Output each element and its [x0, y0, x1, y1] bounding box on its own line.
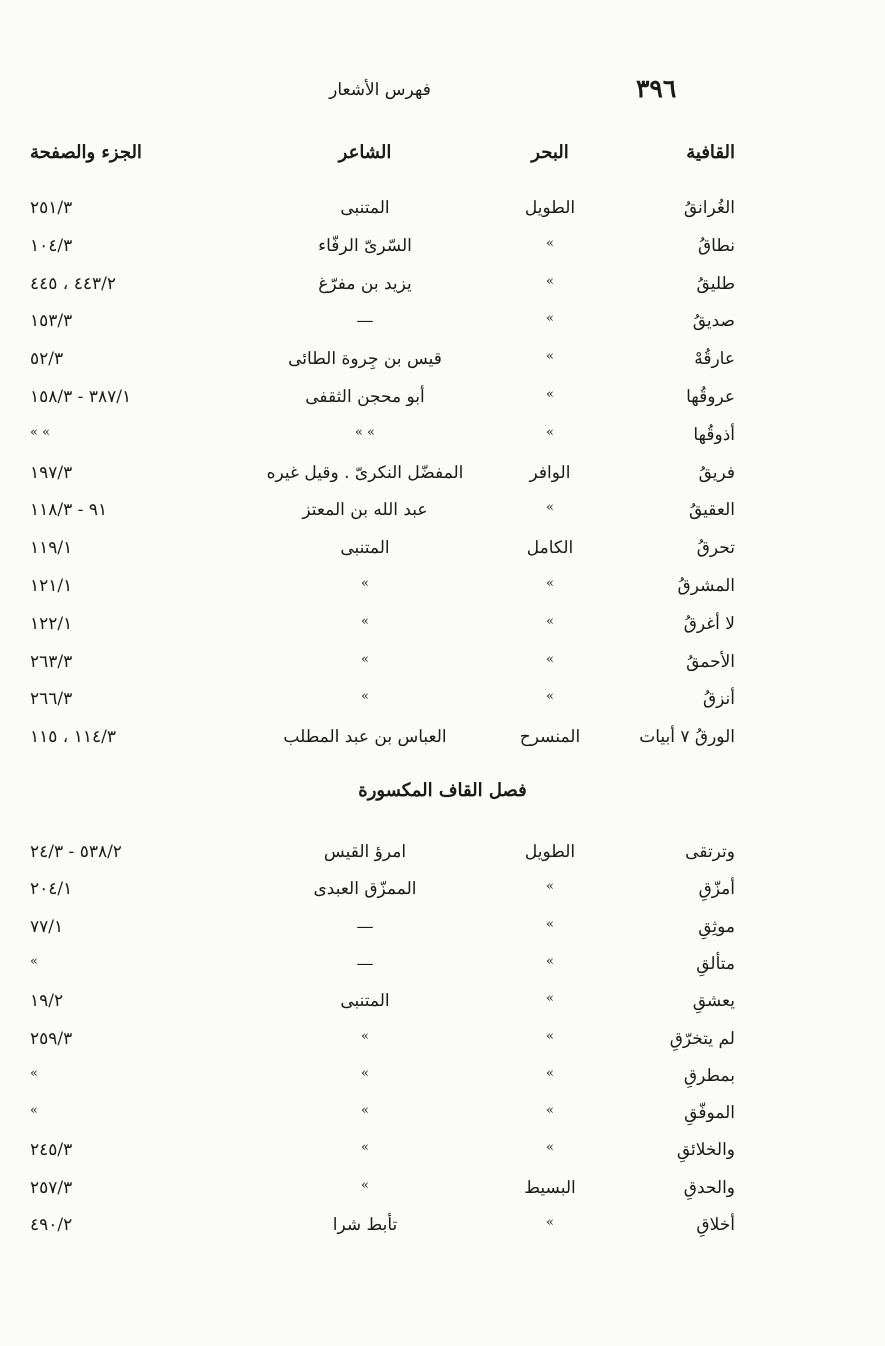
poet-cell: المتنبى — [340, 538, 390, 559]
rhyme-cell: نطاقُ — [697, 235, 735, 256]
poet-cell: » — [361, 1065, 369, 1081]
poet-cell: أبو محجن الثقفى — [305, 387, 425, 407]
meter-cell: » — [546, 273, 554, 289]
table-row — [0, 274, 885, 310]
rhyme-cell: لا أغرقُ — [683, 613, 735, 634]
meter-cell: الكامل — [526, 538, 574, 559]
rhyme-cell: الموفّقِ — [684, 1103, 735, 1124]
volume-page-cell: ٢٠٤/١ — [30, 879, 73, 900]
meter-cell: » — [546, 651, 554, 667]
table-row — [0, 917, 885, 953]
poet-cell: قيس بن جِروة الطائى — [288, 349, 442, 370]
table-row — [0, 689, 885, 725]
volume-page-cell: ٢٤٥/٣ — [30, 1140, 73, 1161]
volume-page-cell: ١٢٢/١ — [30, 613, 73, 634]
table-row — [0, 500, 885, 536]
column-header-volume-page: الجزء والصفحة — [30, 142, 142, 163]
poet-cell: » — [361, 1028, 369, 1044]
rhyme-cell: الغُرانقُ — [683, 198, 735, 218]
volume-page-cell: ٢٦٣/٣ — [30, 651, 73, 672]
rhyme-cell: الورقُ ٧ أبيات — [639, 727, 735, 748]
meter-cell: » — [546, 1065, 554, 1081]
rhyme-cell: أنزقُ — [702, 689, 735, 710]
table-row — [0, 576, 885, 612]
running-head — [0, 74, 885, 108]
table-row — [0, 1029, 885, 1065]
table-row — [0, 538, 885, 574]
poet-cell: يزيد بن مفرّغ — [318, 273, 412, 294]
meter-cell: الطويل — [524, 198, 576, 218]
rhyme-cell: أذوقُها — [693, 424, 735, 445]
rhyme-cell: والخلائقِ — [676, 1140, 735, 1161]
volume-page-cell: ١١٤/٣ ، ١١٥ — [30, 727, 116, 748]
rhyme-cell: عروقُها — [686, 387, 735, 407]
poet-cell: » — [361, 576, 369, 591]
volume-page-cell: ٢٥١/٣ — [30, 198, 73, 218]
table-row — [0, 1103, 885, 1139]
volume-page-cell: ٢٦٦/٣ — [30, 689, 73, 710]
table-row — [0, 991, 885, 1027]
rhyme-cell: المشرقُ — [677, 576, 735, 596]
meter-cell: » — [546, 879, 554, 895]
rhyme-cell: فريقُ — [698, 462, 735, 483]
poet-cell: » — [361, 1177, 369, 1193]
poet-cell: العباس بن عبد المطلب — [283, 727, 447, 748]
volume-page-cell: ٤٩٠/٢ — [30, 1215, 73, 1235]
rhyme-cell: تحرقُ — [696, 538, 735, 559]
rhyme-cell: لم يتخرّقِ — [669, 1028, 735, 1049]
meter-cell: » — [546, 1215, 554, 1230]
meter-cell: » — [546, 235, 554, 251]
table-row — [0, 349, 885, 385]
rhyme-cell: العقيقُ — [688, 500, 735, 521]
poet-cell: » — [361, 1140, 369, 1156]
table-row — [0, 236, 885, 272]
volume-page-cell: ٥٢/٣ — [30, 349, 64, 370]
meter-cell: » — [546, 424, 554, 440]
poet-cell: — — [356, 311, 374, 332]
poet-cell: المتنبى — [340, 198, 390, 218]
meter-cell: » — [546, 576, 554, 591]
poet-cell: » — [361, 651, 369, 667]
table-row — [0, 842, 885, 878]
rhyme-cell: عارقُهْ — [694, 349, 735, 370]
poet-cell: » — [361, 689, 369, 705]
poet-cell: » — [361, 1103, 369, 1119]
table-row — [0, 652, 885, 688]
column-header-row — [0, 142, 885, 178]
volume-page-cell: ١٠٤/٣ — [30, 235, 73, 256]
volume-page-cell: ٩١ - ١١٨/٣ — [30, 500, 108, 521]
poet-cell: — — [356, 953, 374, 974]
meter-cell: » — [546, 953, 554, 969]
column-header-rhyme: القافية — [686, 142, 735, 163]
meter-cell: المنسرح — [519, 727, 581, 748]
rhyme-cell: يعشقِ — [692, 991, 735, 1012]
table-row — [0, 879, 885, 915]
table-row — [0, 387, 885, 423]
rhyme-cell: الأحمقُ — [686, 651, 735, 672]
poet-cell: عبد الله بن المعتز — [302, 500, 428, 521]
rhyme-cell: أمزّقِ — [698, 879, 735, 900]
volume-page-cell: » » — [30, 424, 51, 440]
rhyme-cell: بمطرقِ — [683, 1065, 735, 1086]
poet-cell: المفضّل النكرىّ . وقيل غيره — [266, 462, 464, 483]
table-row — [0, 1066, 885, 1102]
meter-cell: » — [546, 991, 554, 1007]
column-header-poet: الشاعر — [338, 142, 392, 163]
rhyme-cell: متألقِ — [696, 953, 735, 974]
rhyme-cell: وترتقى — [685, 842, 735, 862]
volume-page-cell: ١٩٧/٣ — [30, 462, 73, 483]
table-row — [0, 1140, 885, 1176]
volume-page-cell: » — [30, 1065, 38, 1081]
table-row — [0, 727, 885, 763]
meter-cell: » — [546, 311, 554, 327]
meter-cell: » — [546, 387, 554, 402]
poet-cell: — — [356, 916, 374, 937]
table-row — [0, 614, 885, 650]
rhyme-cell: أخلاقِ — [696, 1215, 735, 1235]
meter-cell: » — [546, 613, 554, 629]
meter-cell: » — [546, 1028, 554, 1044]
poet-cell: » — [361, 613, 369, 629]
meter-cell: » — [546, 689, 554, 705]
poet-cell: المتنبى — [340, 991, 390, 1012]
table-row — [0, 425, 885, 461]
volume-page-cell: ١٢١/١ — [30, 576, 73, 596]
meter-cell: الوافر — [529, 462, 571, 483]
table-row — [0, 1215, 885, 1251]
meter-cell: البسيط — [524, 1177, 576, 1198]
volume-page-cell: » — [30, 953, 38, 969]
volume-page-cell: ٧٧/١ — [30, 916, 64, 937]
section-title: فصل القاف المكسورة — [358, 780, 527, 801]
column-header-meter: البحر — [531, 142, 569, 163]
volume-page-cell: ٥٣٨/٢ - ٢٤/٣ — [30, 842, 122, 862]
meter-cell: » — [546, 349, 554, 365]
volume-page-cell: ٢٥٩/٣ — [30, 1028, 73, 1049]
rhyme-cell: صديقُ — [692, 311, 735, 332]
meter-cell: » — [546, 1103, 554, 1119]
rhyme-cell: موثِقِ — [698, 916, 735, 937]
meter-cell: » — [546, 916, 554, 932]
volume-page-cell: ١٩/٢ — [30, 991, 64, 1012]
table-row — [0, 463, 885, 499]
table-row — [0, 954, 885, 990]
poet-cell: امرؤ القيس — [323, 842, 407, 862]
table-row — [0, 311, 885, 347]
page-title: فهرس الأشعار — [329, 80, 431, 100]
volume-page-cell: ٣٨٧/١ - ١٥٨/٣ — [30, 387, 132, 407]
page-number: ٣٩٦ — [636, 74, 677, 103]
volume-page-cell: » — [30, 1103, 38, 1119]
meter-cell: » — [546, 500, 554, 516]
volume-page-cell: ١١٩/١ — [30, 538, 73, 559]
rhyme-cell: طليقُ — [696, 273, 735, 294]
poet-cell: الممزّق العبدى — [313, 879, 417, 900]
meter-cell: الطويل — [524, 842, 576, 862]
poet-cell: تأبط شرا — [332, 1215, 398, 1235]
table-row — [0, 1178, 885, 1214]
volume-page-cell: ٤٤٣/٢ ، ٤٤٥ — [30, 273, 116, 294]
poet-cell: » » — [354, 424, 376, 440]
poet-cell: السّرىّ الرفّاء — [318, 235, 412, 256]
volume-page-cell: ١٥٣/٣ — [30, 311, 73, 332]
meter-cell: » — [546, 1140, 554, 1156]
volume-page-cell: ٢٥٧/٣ — [30, 1177, 73, 1198]
rhyme-cell: والحدقِ — [683, 1177, 735, 1198]
table-row — [0, 198, 885, 234]
